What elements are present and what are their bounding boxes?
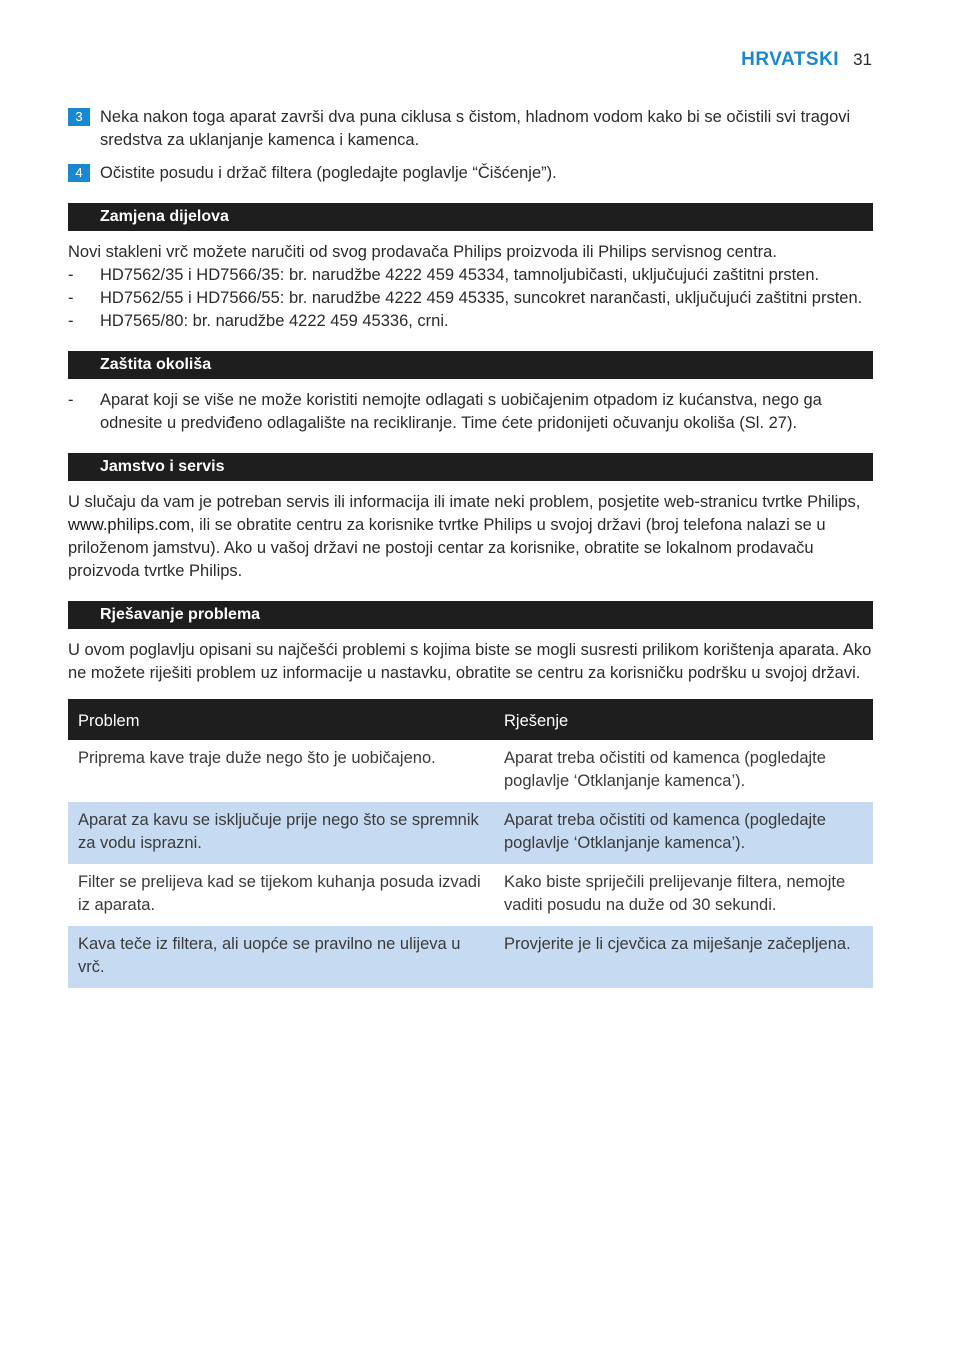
philips-website-link[interactable]: www.philips.com <box>68 516 190 534</box>
table-header-row <box>68 699 873 740</box>
section-heading-environment: Zaštita okoliša <box>68 351 873 379</box>
section-heading-troubleshooting: Rješavanje problema <box>68 601 873 629</box>
warranty-text-end: , ili se obratite centru za korisnike tvrtke Philips u svojoj državi (broj telefona nalazi se u priloženom jamstvu). Ako u vašoj državi ne postoji centar za korisnike, obratite se lokalnom prodavaču proizvoda tvrtke Philips. <box>68 516 826 580</box>
solution-cell: Provjerite je li cjevčica za miješanje začepljena. <box>494 926 873 988</box>
problem-cell: Priprema kave traje duže nego što je uobičajeno. <box>78 749 436 767</box>
step-text: Neka nakon toga aparat završi dva puna ciklusa s čistom, hladnom vodom kako bi se očistili svi tragovi sredstva za uklanjanje kamenca i kamenca. <box>100 108 851 149</box>
column-header-solution: Rješenje <box>494 699 873 740</box>
problem-cell: Kava teče iz filtera, ali uopće se pravilno ne ulijeva u vrč. <box>68 926 494 988</box>
solution-cell: Aparat treba očistiti od kamenca (pogledajte poglavlje ‘Otklanjanje kamenca’). <box>494 802 873 864</box>
step-4 <box>68 162 873 185</box>
troubleshooting-table <box>68 699 873 988</box>
section-heading-warranty: Jamstvo i servis <box>68 453 873 481</box>
problem-cell: Aparat za kavu se isključuje prije nego što se spremnik za vodu isprazni. <box>68 802 494 864</box>
solution-cell: Aparat treba očistiti od kamenca (pogledajte poglavlje ‘Otklanjanje kamenca’). <box>504 749 826 790</box>
language-label: HRVATSKI <box>741 49 840 70</box>
step-number-badge: 3 <box>68 108 90 126</box>
step-number-badge: 4 <box>68 164 90 182</box>
page-content <box>68 106 873 988</box>
column-header-problem: Problem <box>68 699 494 740</box>
solution-cell: Kako biste spriječili prelijevanje filtera, nemojte vaditi posudu na duže od 30 sekundi. <box>504 873 846 914</box>
warranty-text-start: U slučaju da vam je potreban servis ili informacija ili imate neki problem, posjetite web-stranicu tvrtke Philips, <box>68 493 861 511</box>
step-3 <box>68 106 873 152</box>
warranty-text <box>68 491 873 583</box>
list-item: - HD7562/35 i HD7566/35: br. narudžbe 4222 459 45334, tamnoljubičasti, uključujući zaštitni prsten. <box>68 264 873 287</box>
page-number: 31 <box>853 50 872 69</box>
page-header <box>741 49 872 71</box>
troubleshooting-intro: U ovom poglavlju opisani su najčešći problemi s kojima biste se mogli susresti prilikom korištenja aparata. Ako ne možete riješiti problem uz informacije u nastavku, obratite se centru za korisničku podršku u svojoj državi. <box>68 641 872 682</box>
table-row <box>68 802 873 864</box>
replacement-list <box>68 264 873 333</box>
section-heading-replacement: Zamjena dijelova <box>68 203 873 231</box>
step-text: Očistite posudu i držač filtera (pogledajte poglavlje “Čišćenje”). <box>100 164 557 182</box>
table-row <box>68 926 873 988</box>
problem-cell: Filter se prelijeva kad se tijekom kuhanja posuda izvadi iz aparata. <box>78 873 481 914</box>
environment-list <box>68 389 873 435</box>
list-item: - HD7562/55 i HD7566/55: br. narudžbe 4222 459 45335, suncokret narančasti, uključujući zaštitni prsten. <box>68 287 873 310</box>
table-row <box>68 740 873 802</box>
list-item: - HD7565/80: br. narudžbe 4222 459 45336, crni. <box>68 310 873 333</box>
list-item: - Aparat koji se više ne može koristiti nemojte odlagati s uobičajenim otpadom iz kućanstva, nego ga odnesite u predviđeno odlagalište na recikliranje. Time ćete pridonijeti očuvanju okoliša (Sl. 27). <box>68 389 873 435</box>
table-row <box>68 864 873 926</box>
replacement-intro: Novi stakleni vrč možete naručiti od svog prodavača Philips proizvoda ili Philips servisnog centra. <box>68 243 777 261</box>
